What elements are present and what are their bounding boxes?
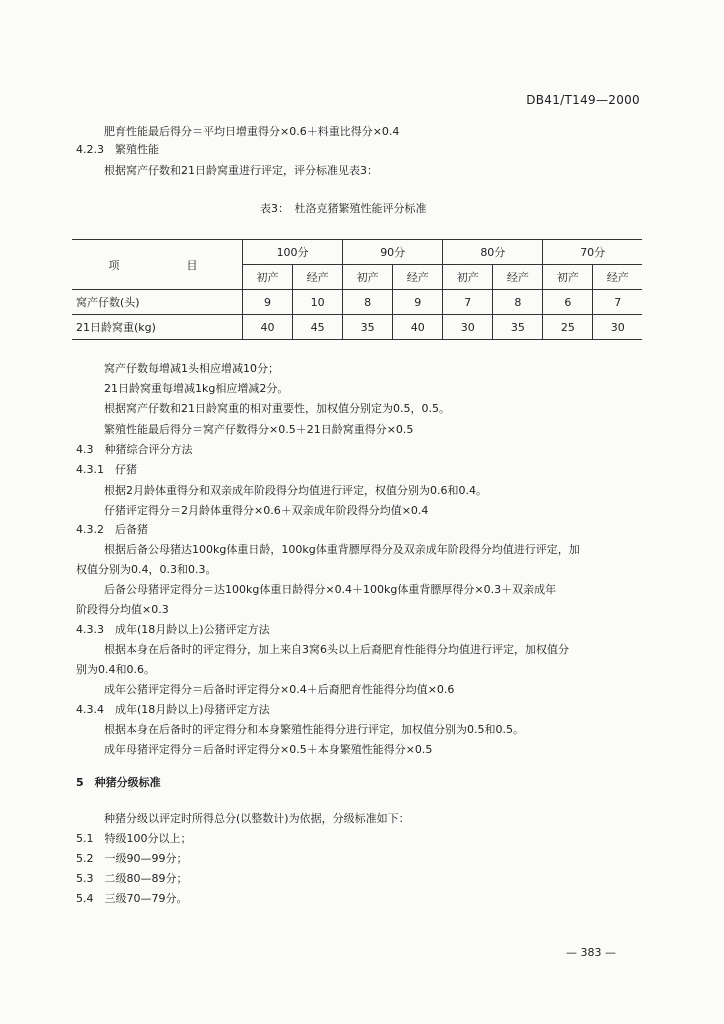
table-cell: 7 <box>593 290 642 315</box>
table-cell: 40 <box>393 315 443 340</box>
table-cell: 8 <box>343 290 393 315</box>
grading-intro: 种猪分级以评定时所得总分(以整数计)为依据，分级标准如下： <box>104 812 410 825</box>
section-4-3-3-heading: 4.3.3 成年(18月龄以上)公猪评定方法 <box>76 623 270 636</box>
body-line: 后备公母猪评定得分＝达100kg体重日龄得分×0.4＋100kg体重背膘厚得分×0.3＋双亲成年 <box>104 583 557 596</box>
table-cell: 8 <box>493 290 543 315</box>
parity-header: 经产 <box>493 265 543 290</box>
body-line: 窝产仔数每增减1头相应增减10分； <box>104 362 279 375</box>
table-cell: 35 <box>493 315 543 340</box>
row-label: 21日龄窝重(kg) <box>72 315 243 340</box>
body-line: 别为0.4和0.6。 <box>76 663 155 676</box>
table-cell: 7 <box>443 290 493 315</box>
section-4-3-1-heading: 4.3.1 仔猪 <box>76 463 137 476</box>
table-cell: 25 <box>543 315 593 340</box>
score-header: 100分 <box>243 240 343 265</box>
table-cell: 40 <box>243 315 293 340</box>
body-line: 成年公猪评定得分＝后备时评定得分×0.4＋后裔肥育性能得分均值×0.6 <box>104 683 455 696</box>
parity-header: 初产 <box>443 265 493 290</box>
parity-header: 初产 <box>243 265 293 290</box>
body-line: 根据本身在后备时的评定得分，加上来自3窝6头以上后裔肥育性能得分均值进行评定，加权值分 <box>104 643 569 656</box>
table-cell: 9 <box>393 290 443 315</box>
score-header: 90分 <box>343 240 443 265</box>
body-line: 阶段得分均值×0.3 <box>76 603 169 616</box>
grade-item: 5.4 三级70—79分。 <box>76 892 188 905</box>
parity-header: 初产 <box>543 265 593 290</box>
parity-header: 经产 <box>293 265 343 290</box>
table-row <box>72 315 642 340</box>
fattening-score-formula: 肥育性能最后得分＝平均日增重得分×0.6＋料重比得分×0.4 <box>104 125 400 138</box>
body-line: 根据2月龄体重得分和双亲成年阶段得分均值进行评定，权值分别为0.6和0.4。 <box>104 484 487 497</box>
row-label: 窝产仔数(头) <box>72 290 243 315</box>
page-number: — 383 — <box>566 946 616 959</box>
parity-header: 经产 <box>393 265 443 290</box>
table-item-header: 项 目 <box>72 240 243 290</box>
body-line: 权值分别为0.4，0.3和0.3。 <box>76 563 217 576</box>
body-line: 根据本身在后备时的评定得分和本身繁殖性能得分进行评定，加权值分别为0.5和0.5。 <box>104 723 524 736</box>
section-4-2-3-heading: 4.2.3 繁殖性能 <box>76 143 159 156</box>
body-line: 仔猪评定得分＝2月龄体重得分×0.6＋双亲成年阶段得分均值×0.4 <box>104 504 429 517</box>
body-line: 繁殖性能最后得分＝窝产仔数得分×0.5＋21日龄窝重得分×0.5 <box>104 423 414 436</box>
reproduction-score-table <box>72 239 642 340</box>
standard-number: DB41/T149—2000 <box>526 93 640 107</box>
table-cell: 9 <box>243 290 293 315</box>
table-cell: 30 <box>593 315 642 340</box>
table-cell: 30 <box>443 315 493 340</box>
grade-item: 5.2 一级90—99分； <box>76 852 188 865</box>
table-cell: 6 <box>543 290 593 315</box>
body-line: 21日龄窝重每增减1kg相应增减2分。 <box>104 382 289 395</box>
section-4-3-heading: 4.3 种猪综合评分方法 <box>76 443 193 456</box>
table-caption: 表3： 杜洛克猪繁殖性能评分标准 <box>260 202 427 215</box>
table-cell: 10 <box>293 290 343 315</box>
grade-item: 5.1 特级100分以上； <box>76 832 192 845</box>
body-line: 根据后备公母猪达100kg体重日龄，100kg体重背膘厚得分及双亲成年阶段得分均值进行评定，加 <box>104 543 580 556</box>
table-cell: 45 <box>293 315 343 340</box>
score-header: 70分 <box>543 240 642 265</box>
grade-item: 5.3 二级80—89分； <box>76 872 188 885</box>
parity-header: 初产 <box>343 265 393 290</box>
parity-header: 经产 <box>593 265 642 290</box>
section-4-3-2-heading: 4.3.2 后备猪 <box>76 523 148 536</box>
body-line: 成年母猪评定得分＝后备时评定得分×0.5＋本身繁殖性能得分×0.5 <box>104 743 433 756</box>
section-4-3-4-heading: 4.3.4 成年(18月龄以上)母猪评定方法 <box>76 703 270 716</box>
reproduction-intro: 根据窝产仔数和21日龄窝重进行评定，评分标准见表3： <box>104 164 378 177</box>
table-row <box>72 290 642 315</box>
body-line: 根据窝产仔数和21日龄窝重的相对重要性，加权值分别定为0.5，0.5。 <box>104 402 450 415</box>
score-header: 80分 <box>443 240 543 265</box>
section-5-heading: 5 种猪分级标准 <box>76 776 161 789</box>
table-cell: 35 <box>343 315 393 340</box>
